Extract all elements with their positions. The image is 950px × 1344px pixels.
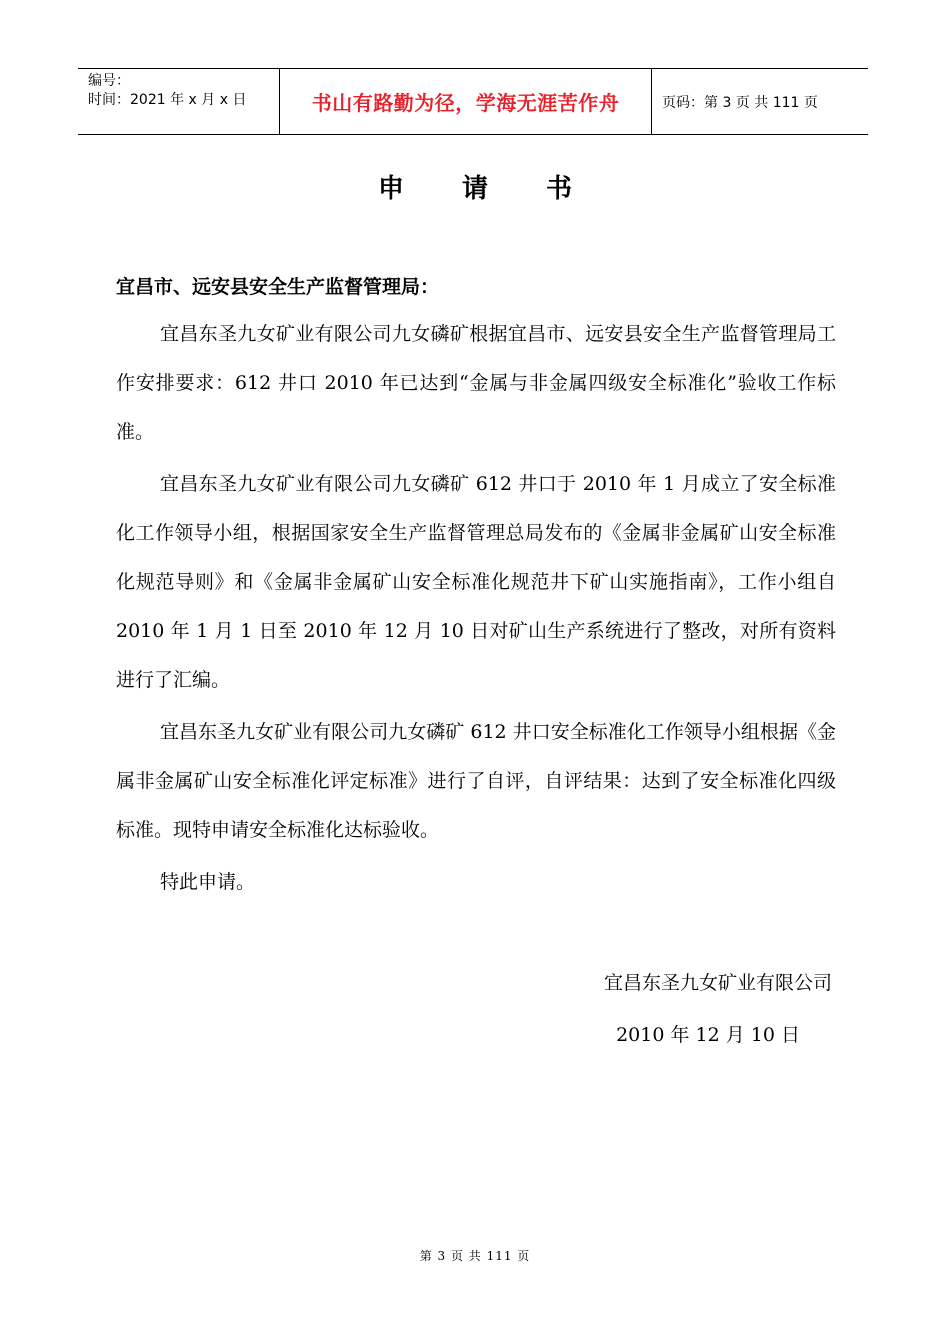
document-title: 申请书 [377, 174, 630, 204]
document-body [116, 310, 836, 910]
addressee: 宜昌市、远安县安全生产监督管理局： [116, 276, 440, 298]
header-meta [78, 69, 280, 134]
paragraph: 特此申请。 [160, 871, 256, 893]
paragraph: 宜昌东圣九女矿业有限公司九女磷矿 612 井口于 2010 年 1 月成立了安全标准化工作领导小组，根据国家安全生产监督管理总局发布的《金属非金属矿山安全标准化规范导则》和《金属非金属矿山安全标准化规范井下矿山实施指南》，工作小组自 2010 年 1 月 1 日至 2010 年 12 月 10 日对矿山生产系统进行了整改，对所有资料进行了汇编。 [116, 473, 836, 691]
signature-company: 宜昌东圣九女矿业有限公司 [603, 972, 832, 994]
header-page-info: 页码：第 3 页 共 111 页 [662, 94, 818, 111]
page-footer: 第 3 页 共 111 页 [419, 1249, 531, 1263]
page-header [78, 68, 868, 135]
header-motto: 书山有路勤为径，学海无涯苦作舟 [280, 69, 652, 134]
signature-date: 2010 年 12 月 10 日 [616, 1024, 800, 1046]
header-number: 编号： [88, 73, 130, 89]
header-time: 时间：2021 年 x 月 x 日 [88, 92, 247, 108]
paragraph: 宜昌东圣九女矿业有限公司九女磷矿 612 井口安全标准化工作领导小组根据《金属非金属矿山安全标准化评定标准》进行了自评，自评结果：达到了安全标准化四级标准。现特申请安全标准化达标验收。 [116, 721, 836, 841]
paragraph: 宜昌东圣九女矿业有限公司九女磷矿根据宜昌市、远安县安全生产监督管理局工作安排要求：612 井口 2010 年已达到“金属与非金属四级安全标准化”验收工作标准。 [116, 323, 836, 443]
